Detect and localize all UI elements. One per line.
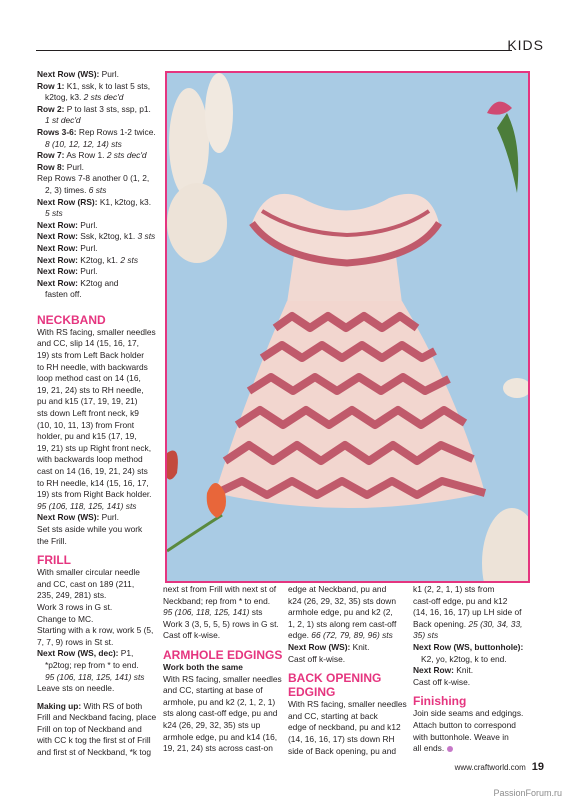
end-bullet-icon — [447, 746, 453, 752]
column-4: k1 (2, 2, 1, 1) sts from cast-off edge, pu and k12 (14, 16, 16, 17) up LH side of Back opening. 25 (30, 34, 33, 35) sts Next Row (WS, buttonhole): K2, yo, k2tog, k to end. Next Row: Knit. Cast off k-wise. Finishing Join side seams and edgings. Attach button to correspond with buttonhole. Weave in all ends. — [413, 584, 541, 755]
column-2: next st from Frill with next st of Neckband; rep from * to end. 95 (106, 118, 125, 141) sts Work 3 (3, 5, 5, 5) rows in G st. Cast off k-wise. ARMHOLE EDGINGS Work both the same With RS facing, smaller needles and CC, starting at base of armhole, pu and k2 (2, 1, 2, 1) sts along cast-off edge, pu and k24 (26, 29, 32, 35) sts up armhole edge, pu and k14 (16, 19, 21, 24) sts across cast-on — [163, 584, 285, 755]
frill-heading: FRILL — [37, 553, 71, 568]
page-number: 19 — [531, 761, 544, 773]
dress-photo — [165, 71, 530, 583]
watermark: PassionForum.ru — [493, 788, 562, 798]
neckband-heading: NECKBAND — [37, 312, 106, 327]
header-rule — [36, 50, 512, 51]
column-3: edge at Neckband, pu and k24 (26, 29, 32, 35) sts down armhole edge, pu and k2 (2, 1, 2, 1) sts along rem cast-off edge. 66 (72, 79, 89, 96) sts Next Row (WS): Knit. Cast off k-wise. BACK OPENING EDGING With RS facing, smaller needles and CC, starting at back edge of neckband, pu and k12 (14, 16, 16, 17) sts down RH side of Back opening, pu and — [288, 584, 410, 757]
knitted-dress-illustration — [167, 73, 528, 581]
bunny-body — [167, 183, 227, 263]
site-url[interactable]: www.craftworld.com — [454, 763, 526, 772]
armhole-heading: ARMHOLE EDGINGS — [163, 647, 283, 662]
section-label: KIDS — [507, 37, 544, 53]
column-1: Next Row (WS): Purl. Row 1: K1, ssk, k to last 5 sts, k2tog, k3. 2 sts dec'd Row 2: P to last 3 sts, ssp, p1. 1 st dec'd Rows 3-6: Rep Rows 1-2 twice. 8 (10, 12, 12, 14) sts Row 7: As Row 1. 2 sts dec'd Row 8: Purl. Rep Rows 7-8 another 0 (1, 2, 2, 3) times. 6 sts Next Row (RS): K1, k2tog, k3. 5 sts Next Row: Purl. Next Row: Ssk, k2tog, k1. 3 sts Next Row: Purl. Next Row: K2tog, k1. 2 sts Next Row: Purl. Next Row: K2tog and fasten off. NECKBAND With RS facing, smaller needles and CC, slip 14 (15, 16, 17, 19) sts from Left Back holder to RH needle, with backwards loop method cast on 14 (16, 19, 21, 24) sts to RH needle, pu and k15 (17, 19, 19, 21) sts down Left front neck, k9 (10, 10, 11, 13) from Front holder, pu and k15 (17, 19, 19, 21) sts up Right front neck, with backwards loop method cast on 14 (16, 19, 21, 24) sts to RH needle, k14 (15, 16, 17, 19) sts from Right Back holder. 95 (106, 118, 125, 141) sts Next Row (WS): Purl. Set sts aside while you work the Frill. FRILL With smaller circular needle and CC, cast on 189 (211, 235, 249, 281) sts. Work 3 rows in G st. Change to MC. Starting with a k row, work 5 (5, 7, 7, 9) rows in St st. Next Row (WS, dec): P1, *p2tog; rep from * to end. 95 (106, 118, 125, 141) sts Leave sts on needle. Making up: With RS of both Frill and Neckband facing, place Frill on top of Neckband and with CC k tog the first st of Frill and first st of Neckband, *k tog — [37, 69, 159, 759]
bunny-ear-right — [205, 73, 233, 153]
finishing-heading: Finishing — [413, 694, 467, 709]
back-opening-heading: BACK OPENING EDGING — [288, 671, 382, 700]
bunny-ear-left — [169, 88, 209, 198]
page-footer — [455, 761, 544, 773]
